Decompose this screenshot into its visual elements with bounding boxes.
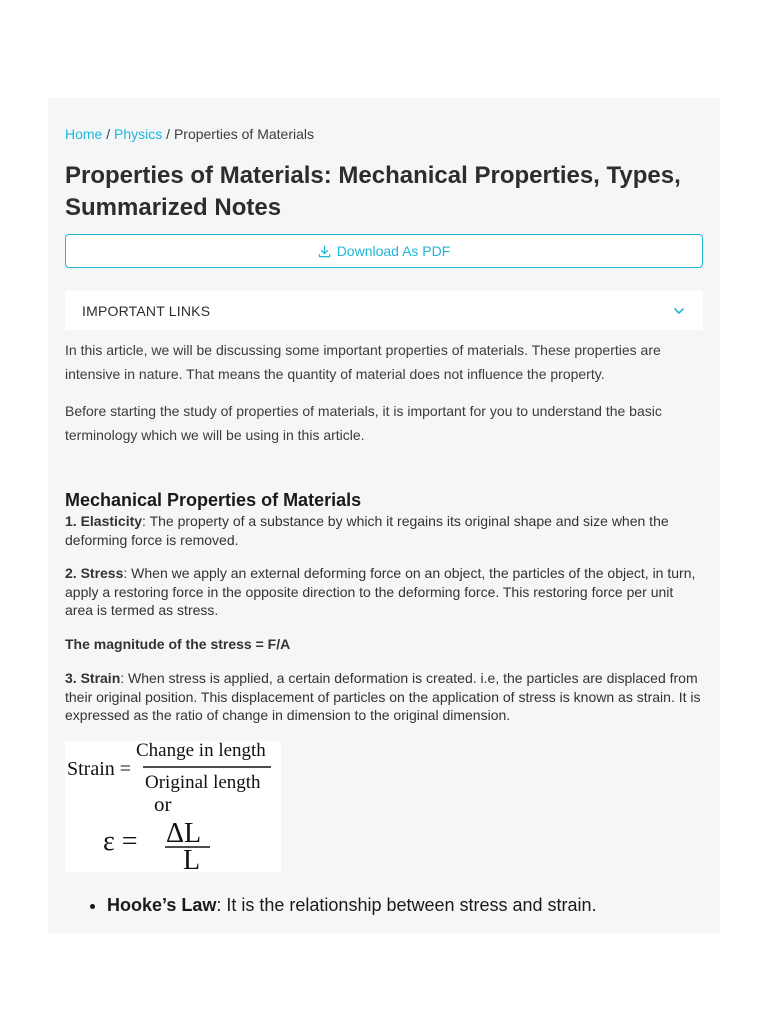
download-pdf-label: Download As PDF <box>336 243 451 259</box>
definition-text: : When we apply an external deforming force on an object, the particles of the object, in turn, apply a restoring force in the opposite direction to the deforming force. This restoring force per unit area is termed as stress. <box>65 565 696 618</box>
definition-term: 1. Elasticity <box>65 513 143 529</box>
breadcrumb <box>65 125 314 143</box>
download-icon <box>318 245 331 258</box>
definition-text: : The property of a substance by which it regains its original shape and size when the deforming force is removed. <box>65 513 669 548</box>
download-pdf-button[interactable] <box>65 234 703 268</box>
breadcrumb-current: Properties of Materials <box>173 126 314 142</box>
bullet-list <box>65 893 597 917</box>
formula-delta-l: ΔL <box>166 818 202 849</box>
page-title: Properties of Materials: Mechanical Properties, Types, Summarized Notes <box>65 162 681 221</box>
definition-stress <box>65 564 705 620</box>
strain-formula-svg <box>65 741 281 872</box>
definition-text: : When stress is applied, a certain deformation is created. i.e, the particles are displaced from their original position. This displacement of particles on the application of stress is known as strain. It is expressed as the ratio of change in dimension to the original dimension. <box>65 670 701 723</box>
definition-elasticity <box>65 512 705 549</box>
section-heading: Mechanical Properties of Materials <box>65 490 362 510</box>
formula-numerator: Change in length <box>136 741 266 761</box>
definition-term: 3. Strain <box>65 670 121 686</box>
important-links-accordion[interactable] <box>65 291 703 330</box>
breadcrumb-separator: / <box>106 126 111 142</box>
formula-denominator: Original length <box>145 772 261 793</box>
formula-or: or <box>154 792 172 816</box>
important-links-label: IMPORTANT LINKS <box>82 302 211 319</box>
list-item <box>107 893 597 917</box>
definition-term: 2. Stress <box>65 565 124 581</box>
chevron-down-icon <box>672 304 686 318</box>
list-item-term: Hooke’s Law <box>107 895 217 915</box>
breadcrumb-physics-link[interactable]: Physics <box>114 126 163 142</box>
intro-paragraph: In this article, we will be discussing some important properties of materials. These properties are intensive in nature. That means the quantity of material does not influence the property. <box>65 342 661 382</box>
intro-paragraph: Before starting the study of properties of materials, it is important for you to understand the basic terminology which we will be using in this article. <box>65 403 662 443</box>
list-item-text: : It is the relationship between stress and strain. <box>216 895 597 915</box>
formula-lhs: Strain = <box>67 758 132 780</box>
formula-epsilon: ε = <box>103 826 138 857</box>
breadcrumb-home-link[interactable]: Home <box>65 126 103 142</box>
breadcrumb-separator: / <box>166 126 171 142</box>
definition-strain <box>65 669 705 725</box>
article-card <box>48 98 720 933</box>
stress-formula: The magnitude of the stress = F/A <box>65 636 291 652</box>
formula-l: L <box>183 845 201 872</box>
strain-formula-image <box>65 741 281 872</box>
